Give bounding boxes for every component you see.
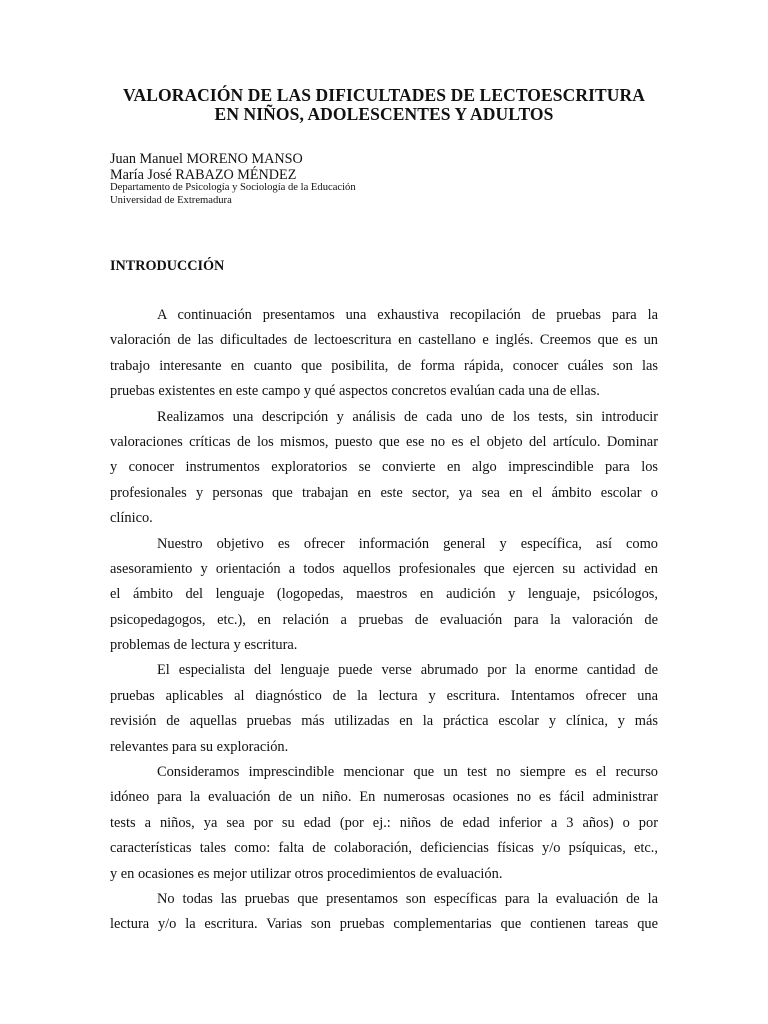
author-name: Juan Manuel MORENO MANSO: [110, 151, 303, 167]
section-heading: INTRODUCCIÓN: [110, 258, 225, 274]
paper-title-line-2: EN NIÑOS, ADOLESCENTES Y ADULTOS: [214, 104, 554, 124]
body-line: pruebas aplicables al diagnóstico de la lectura y escritura. Intentamos ofrecer una: [110, 687, 658, 704]
body-line: profesionales y personas que trabajan en este sector, ya sea en el ámbito escolar o: [110, 484, 658, 501]
affiliation-department: Departamento de Psicología y Sociología de la Educación: [110, 182, 356, 193]
body-line: psicopedagogos, etc.), en relación a pruebas de evaluación para la valoración de: [110, 611, 658, 628]
body-line: El especialista del lenguaje puede verse abrumado por la enorme cantidad de: [157, 662, 658, 679]
body-line: problemas de lectura y escritura.: [110, 637, 298, 654]
body-line: Realizamos una descripción y análisis de cada uno de los tests, sin introducir: [157, 408, 658, 425]
affiliation: [110, 182, 356, 207]
body-line: relevantes para su exploración.: [110, 738, 289, 755]
author-name: María José RABAZO MÉNDEZ: [110, 167, 297, 183]
body-line: valoraciones críticas de los mismos, puesto que ese no es el objeto del artículo. Dominar: [110, 433, 658, 450]
paper-title-line-1: VALORACIÓN DE LAS DIFICULTADES DE LECTOESCRITURA: [123, 85, 645, 105]
body-line: pruebas existentes en este campo y qué aspectos concretos evalúan cada una de ellas.: [110, 383, 600, 400]
body-line: características tales como: falta de colaboración, deficiencias físicas y/o psíquicas, etc.,: [110, 840, 658, 857]
body-line: Nuestro objetivo es ofrecer información general y específica, así como: [157, 535, 658, 552]
body-line: trabajo interesante en cuanto que posibilita, de forma rápida, conocer cuáles son las: [110, 357, 658, 374]
author-list: [110, 151, 303, 183]
body-line: A continuación presentamos una exhaustiva recopilación de pruebas para la: [157, 307, 658, 323]
body-line: lectura y/o la escritura. Varias son pruebas complementarias que contienen tareas que: [110, 916, 658, 933]
body-line: clínico.: [110, 510, 153, 527]
body-line: idóneo para la evaluación de un niño. En numerosas ocasiones no es fácil administrar: [110, 789, 658, 806]
body-line: el ámbito del lenguaje (logopedas, maestros en audición y lenguaje, psicólogos,: [110, 586, 658, 603]
body-line: revisión de aquellas pruebas más utilizadas en la práctica escolar y clínica, y más: [110, 713, 658, 730]
paper-title: [100, 86, 668, 124]
body-line: y en ocasiones es mejor utilizar otros procedimientos de evaluación.: [110, 865, 503, 882]
body-line: valoración de las dificultades de lectoescritura en castellano e inglés. Creemos que es un: [110, 332, 658, 349]
body-line: tests a niños, ya sea por su edad (por ej.: niños de edad inferior a 3 años) o por: [110, 814, 658, 831]
body-line: No todas las pruebas que presentamos son específicas para la evaluación de la: [157, 890, 658, 907]
affiliation-university: Universidad de Extremadura: [110, 194, 232, 206]
body-text: [110, 303, 658, 938]
body-line: asesoramiento y orientación a todos aquellos profesionales que ejercen su actividad en: [110, 560, 658, 577]
body-line: y conocer instrumentos exploratorios se convierte en algo imprescindible para los: [110, 459, 658, 476]
body-line: Consideramos imprescindible mencionar que un test no siempre es el recurso: [157, 764, 658, 781]
